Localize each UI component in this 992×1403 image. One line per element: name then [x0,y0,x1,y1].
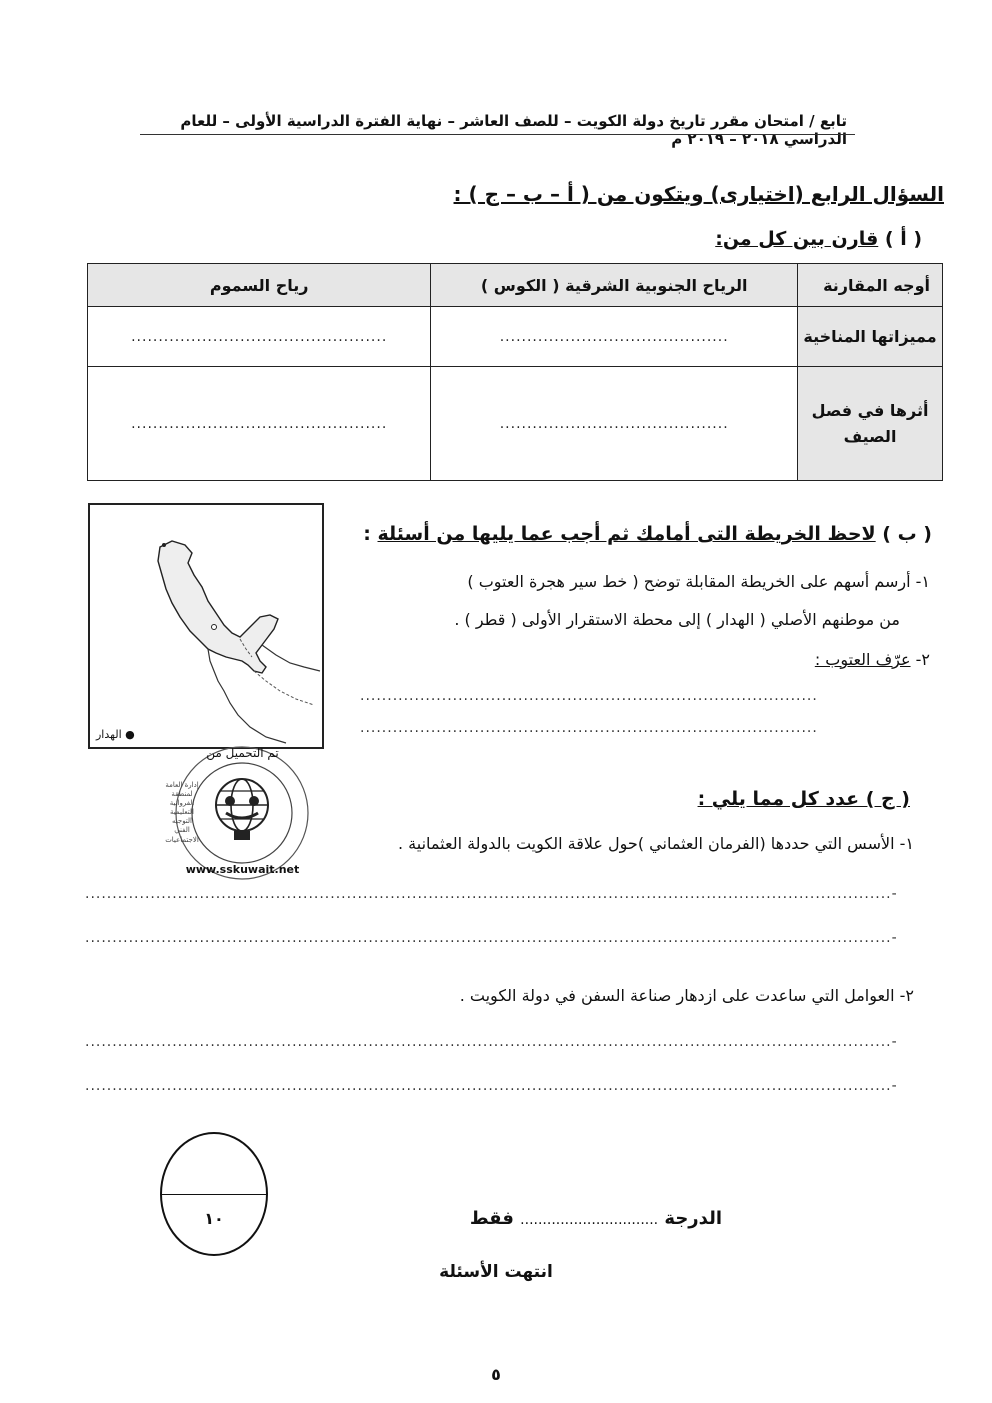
stamp-ring-text: إدارة العامة لمنطقة الفروانية التعليمية التوجيه الفني الاجتماعيات [165,781,199,844]
partB-question2 [815,650,930,669]
answer-cell[interactable]: ............................................... [88,307,431,367]
table-header: الرياح الجنوبية الشرقية ( الكوس ) [431,264,798,307]
partA-prefix: ( أ ) [884,228,922,250]
partC-question1: ١- الأسس التي حددها (الفرمان العثماني )حول علاقة الكويت بالدولة العثمانية . [397,834,914,853]
score-max: ١٠ [204,1209,224,1228]
score-circle[interactable] [160,1132,268,1256]
row-label: مميزاتها المناخية [798,307,943,367]
partA-title [715,228,922,250]
partB-question1-line1: ١- أرسم أسهم على الخريطة المقابلة توضح ( خط سير هجرة العتوب ) [467,572,930,591]
table-row [88,307,943,367]
partC-title: ( ج ) عدد كل مما يلي : [697,788,910,810]
partB-title [363,523,932,545]
table-header: أوجه المقارنة [798,264,943,307]
answer-cell[interactable]: .......................................... [431,307,798,367]
table-header: رياح السموم [88,264,431,307]
partC-question2: ٢- العوامل التي ساعدت على ازدهار صناعة السفن في دولة الكويت . [459,986,914,1005]
partC-answer-line[interactable]: ....................................................................................................................................................- [85,1034,898,1050]
grade-dots[interactable]: ............................... [520,1212,659,1228]
ministry-stamp [160,745,325,895]
partC-answer-line[interactable]: ....................................................................................................................................................- [85,930,898,946]
partC-answer-line[interactable]: ....................................................................................................................................................- [85,1078,898,1094]
score-divider [162,1194,266,1195]
gulf-map-drawing [90,505,322,747]
grade-suffix: فقط [469,1208,514,1229]
map-legend: ● الهدار [96,728,135,741]
table-header-row [88,264,943,307]
table-row [88,367,943,481]
partC-answer-line[interactable]: ....................................................................................................................................................- [85,886,898,902]
comparison-table [87,263,943,481]
answer-cell[interactable]: .......................................... [431,367,798,481]
partB-prefix: ( ب ) [882,523,932,545]
partB-answer-line[interactable]: .................................................................................... [360,720,818,736]
header-divider [140,134,855,135]
question4-title: السؤال الرابع (اختيارى) ويتكون من ( أ – ب – ج ) : [453,182,944,206]
answer-cell[interactable]: ............................................... [88,367,431,481]
partB-text: لاحظ الخريطة التى أمامك ثم أجب عما يليها من أسئلة [377,523,876,545]
row-label: أثرها في فصل الصيف [798,367,943,481]
gulf-map[interactable] [88,503,324,749]
partB-question1-line2: من موطنهم الأصلي ( الهدار ) إلى محطة الاستقرار الأولى ( قطر ) . [454,610,900,629]
partB-answer-line[interactable]: .................................................................................... [360,688,818,704]
grade-label: الدرجة [664,1208,722,1229]
page-number: ٥ [491,1365,501,1384]
stamp-top-text: تم التحميل من [206,746,279,760]
grade-line [470,1208,722,1229]
partA-text: قارن بين كل من: [715,228,879,250]
partB-colon: : [363,523,371,545]
partB-question2-num: ٢- [915,650,930,669]
partB-question2-label: عرّف العتوب : [814,650,911,669]
end-of-questions: انتهت الأسئلة [439,1262,553,1282]
stamp-url: www.sskuwait.net [185,863,300,876]
exam-header: تابع / امتحان مقرر تاريخ دولة الكويت – للصف العاشر – نهاية الفترة الدراسية الأولى – للعام الدراسي ٢٠١٨ – ٢٠١٩ م [180,112,847,148]
